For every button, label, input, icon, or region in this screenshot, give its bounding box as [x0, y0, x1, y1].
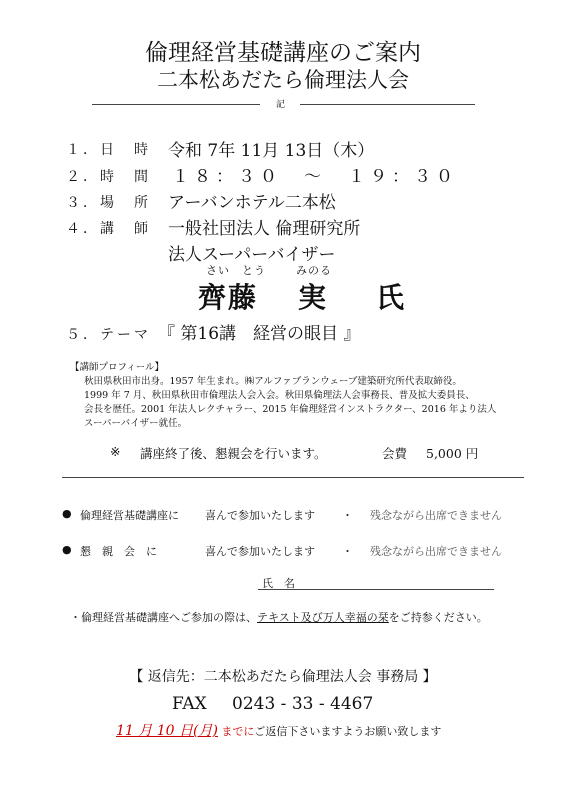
organization-name: 二本松あだたら倫理法人会 [157, 68, 409, 92]
reminder-suffix: をご持参ください。 [388, 611, 488, 624]
attend-lecture-yes[interactable]: 喜んで参加いたします [205, 509, 315, 522]
speaker-honorific: 氏 [376, 281, 407, 314]
item-place-label: ３．場 所 [66, 195, 151, 211]
form-separator [62, 477, 524, 478]
speaker-name-family: 齊藤 [198, 281, 259, 314]
profile-line: 会長を歴任。2001 年法人レクチャラー、2015 年倫理経営インストラクター、2016 年より法人 [84, 404, 497, 415]
speaker-ruby-family: さい とう [206, 264, 266, 277]
form-row-label: 倫理経営基礎講座に [80, 509, 179, 522]
form-separator-dot: ・ [342, 545, 353, 558]
name-field-label: 氏 名 [262, 577, 295, 590]
attend-party-yes[interactable]: 喜んで参加いたします [205, 545, 315, 558]
item-time-value: １８：３０ ～ １９：３０ [172, 167, 458, 187]
reminder-prefix: ・倫理経営基礎講座へご参加の際は、 [70, 611, 257, 624]
form-separator-dot: ・ [342, 509, 353, 522]
item-place-value: アーバンホテル二本松 [168, 193, 336, 213]
party-note-mark: ※ [110, 444, 121, 459]
party-note-text: 講座終了後、懇親会を行います。 [140, 446, 327, 461]
speaker-name-given: 実 [298, 281, 329, 314]
reply-heading: 【 返信先：二本松あだたら倫理法人会 事務局 】 [129, 669, 437, 685]
fax-number: 0243 - 33 - 4467 [232, 694, 374, 714]
form-row-label: 懇 親 会 に [80, 545, 157, 558]
reminder-highlight: テキスト及び万人幸福の栞 [257, 611, 389, 624]
speaker-ruby-given: みのる [296, 264, 332, 277]
form-bullet-icon: ● [62, 543, 72, 556]
item-date-value: 令和 7年 11月 13日（木） [168, 141, 375, 161]
divider-left [92, 104, 260, 105]
fax-label: FAX [172, 694, 207, 714]
ki-mark: 記 [276, 100, 286, 110]
reminder-note [70, 609, 488, 625]
party-fee-value: 5,000 円 [426, 446, 479, 461]
reply-deadline: 11 月 10 日(月) [116, 723, 218, 739]
item-lecturer-label: ４．講 師 [66, 221, 151, 237]
name-field-line[interactable] [258, 589, 494, 590]
item-lecturer-title: 法人スーパーバイザー [168, 245, 336, 265]
theme-value: 『 第16講 経営の眼目 』 [158, 324, 361, 344]
item-time-label: ２．時 間 [66, 169, 151, 185]
form-bullet-icon: ● [62, 507, 72, 520]
profile-line: 1999 年 7 月、秋田県秋田市倫理法人会入会。秋田県倫理法人会事務長、普及拡大委員長、 [84, 390, 475, 401]
profile-line: スーパーバイザー就任。 [84, 418, 188, 429]
profile-heading: 【講師プロフィール】 [70, 362, 165, 373]
item-lecturer-org: 一般社団法人 倫理研究所 [168, 219, 361, 239]
item-date-label: １．日 時 [66, 142, 151, 158]
profile-line: 秋田県秋田市出身。1957 年生まれ。㈱アルファブランウェーブ建築研究所代表取締役。 [84, 376, 462, 387]
attend-lecture-no[interactable]: 残念ながら出席できません [370, 509, 502, 522]
reply-closing: ご返信下さいますようお願い致します [254, 725, 442, 738]
party-fee-label: 会費 [382, 446, 408, 461]
theme-label: ５．テーマ [66, 327, 151, 343]
page-title: 倫理経営基礎講座のご案内 [145, 40, 421, 66]
reply-deadline-suffix: までに [217, 725, 255, 738]
divider-right [300, 104, 475, 105]
reply-deadline-line [116, 720, 441, 740]
attend-party-no[interactable]: 残念ながら出席できません [370, 545, 502, 558]
